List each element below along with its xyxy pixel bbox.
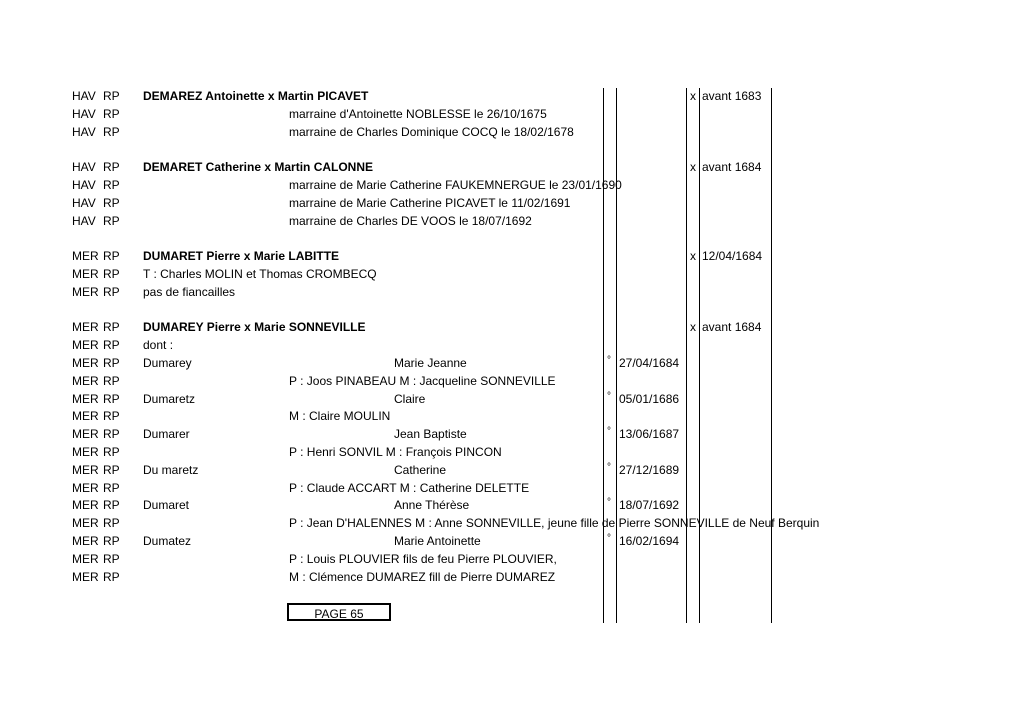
record-note: P : Jean D'HALENNES M : Anne SONNEVILLE, jeune fille de Pierre SONNEVILLE de Neuf Berquin	[289, 516, 820, 531]
register-code: RP	[103, 373, 120, 388]
table-row	[0, 551, 1024, 569]
location-code: MER	[72, 516, 99, 531]
register-code: RP	[103, 480, 120, 495]
register-code: RP	[103, 391, 120, 406]
table-row	[0, 480, 1024, 498]
table-row	[0, 106, 1024, 124]
location-code: HAV	[72, 89, 96, 103]
baptism-date: 18/07/1692	[619, 498, 680, 513]
marriage-mark: x	[690, 89, 696, 103]
record-note: P : Louis PLOUVIER fils de feu Pierre PLOUVIER,	[289, 551, 557, 566]
baptism-mark: °	[607, 354, 611, 366]
register-code: RP	[103, 462, 120, 477]
marriage-mark: x	[690, 160, 696, 175]
marriage-mark: x	[690, 249, 696, 264]
location-code: MER	[72, 533, 99, 548]
record-name: DUMARET Pierre x Marie LABITTE	[143, 249, 340, 264]
register-code: RP	[103, 551, 120, 566]
baptism-mark: °	[607, 532, 611, 544]
table-row	[0, 124, 1024, 142]
child-first-name: Anne Thérèse	[394, 498, 470, 513]
table-row	[0, 426, 1024, 444]
location-code: MER	[72, 498, 99, 513]
baptism-date: 16/02/1694	[619, 533, 680, 548]
child-first-name: Catherine	[394, 462, 447, 477]
location-code: HAV	[72, 177, 96, 192]
location-code: HAV	[72, 160, 96, 175]
location-code: MER	[72, 462, 99, 477]
table-row	[0, 391, 1024, 409]
table-row	[0, 355, 1024, 373]
register-code: RP	[103, 338, 120, 353]
marriage-date: 12/04/1684	[702, 249, 763, 264]
location-code: MER	[72, 249, 99, 264]
register-code: RP	[103, 516, 120, 531]
record-name: Du maretz	[143, 462, 199, 477]
table-row	[0, 302, 1024, 320]
register-code: RP	[103, 569, 120, 584]
marriage-date: avant 1684	[702, 160, 762, 175]
location-code: MER	[72, 391, 99, 406]
baptism-mark: °	[607, 497, 611, 509]
register-code: RP	[103, 195, 120, 210]
record-name: Dumatez	[143, 533, 192, 548]
baptism-mark: °	[607, 390, 611, 402]
table-row	[0, 515, 1024, 533]
baptism-date: 27/12/1689	[619, 462, 680, 477]
record-name: T : Charles MOLIN et Thomas CROMBECQ	[143, 266, 377, 281]
record-note: marraine de Charles Dominique COCQ le 18/02/1678	[289, 124, 574, 139]
record-name: pas de fiancailles	[143, 284, 236, 299]
baptism-mark: °	[607, 426, 611, 438]
register-code: RP	[103, 124, 120, 139]
location-code: MER	[72, 373, 99, 388]
record-name: Dumaret	[143, 498, 190, 513]
record-note: P : Henri SONVIL M : François PINCON	[289, 444, 502, 459]
marriage-date: avant 1683	[702, 89, 762, 103]
location-code: MER	[72, 284, 99, 299]
register-code: RP	[103, 498, 120, 513]
location-code: HAV	[72, 213, 96, 228]
table-row	[0, 284, 1024, 302]
marriage-mark: x	[690, 320, 696, 335]
location-code: HAV	[72, 124, 96, 139]
record-name: Dumaretz	[143, 391, 196, 406]
baptism-date: 05/01/1686	[619, 391, 680, 406]
register-code: RP	[103, 355, 120, 370]
table-row	[0, 141, 1024, 159]
record-note: P : Claude ACCART M : Catherine DELETTE	[289, 480, 530, 495]
table-row	[0, 444, 1024, 462]
register-code: RP	[103, 533, 120, 548]
register-code: RP	[103, 213, 120, 228]
register-code: RP	[103, 89, 120, 103]
location-code: MER	[72, 569, 99, 584]
register-code: RP	[103, 160, 120, 175]
location-code: MER	[72, 338, 99, 353]
table-row	[0, 373, 1024, 391]
record-note: P : Joos PINABEAU M : Jacqueline SONNEVILLE	[289, 373, 556, 388]
location-code: MER	[72, 409, 99, 424]
child-first-name: Marie Antoinette	[394, 533, 481, 548]
record-note: M : Claire MOULIN	[289, 409, 391, 424]
location-code: MER	[72, 355, 99, 370]
record-name: DEMAREZ Antoinette x Martin PICAVET	[143, 89, 369, 103]
table-row	[0, 248, 1024, 266]
location-code: MER	[72, 444, 99, 459]
page-number-box: PAGE 65	[287, 603, 391, 621]
marriage-date: avant 1684	[702, 320, 762, 335]
location-code: HAV	[72, 195, 96, 210]
table-row	[0, 266, 1024, 284]
record-name: Dumarer	[143, 427, 190, 442]
table-row	[0, 177, 1024, 195]
baptism-mark: °	[607, 461, 611, 473]
location-code: MER	[72, 427, 99, 442]
register-code: RP	[103, 320, 120, 335]
table-row	[0, 213, 1024, 231]
record-note: marraine de Marie Catherine PICAVET le 11/02/1691	[289, 195, 571, 210]
record-name: Dumarey	[143, 355, 192, 370]
table-row	[0, 88, 1024, 106]
table-row	[0, 195, 1024, 213]
table-row	[0, 159, 1024, 177]
record-name: DUMAREY Pierre x Marie SONNEVILLE	[143, 320, 366, 335]
register-code: RP	[103, 444, 120, 459]
location-code: MER	[72, 551, 99, 566]
baptism-date: 13/06/1687	[619, 427, 680, 442]
table-row	[0, 462, 1024, 480]
register-code: RP	[103, 427, 120, 442]
baptism-date: 27/04/1684	[619, 355, 680, 370]
record-name: DEMARET Catherine x Martin CALONNE	[143, 160, 374, 175]
record-note: marraine de Charles DE VOOS le 18/07/1692	[289, 213, 532, 228]
table-row	[0, 230, 1024, 248]
location-code: MER	[72, 266, 99, 281]
child-first-name: Jean Baptiste	[394, 427, 467, 442]
register-code: RP	[103, 266, 120, 281]
location-code: MER	[72, 480, 99, 495]
genealogy-table	[0, 88, 1024, 586]
record-note: M : Clémence DUMAREZ fill de Pierre DUMAREZ	[289, 569, 556, 584]
register-code: RP	[103, 177, 120, 192]
record-note: marraine de Marie Catherine FAUKEMNERGUE le 23/01/1690	[289, 177, 622, 192]
register-code: RP	[103, 106, 120, 121]
register-code: RP	[103, 409, 120, 424]
table-row	[0, 337, 1024, 355]
table-row	[0, 408, 1024, 426]
table-row	[0, 569, 1024, 587]
location-code: HAV	[72, 106, 96, 121]
register-code: RP	[103, 284, 120, 299]
record-name: dont :	[143, 338, 174, 353]
table-row	[0, 319, 1024, 337]
register-code: RP	[103, 249, 120, 264]
table-row	[0, 497, 1024, 515]
record-note: marraine d'Antoinette NOBLESSE le 26/10/1675	[289, 106, 547, 121]
child-first-name: Claire	[394, 391, 426, 406]
child-first-name: Marie Jeanne	[394, 355, 467, 370]
table-row	[0, 533, 1024, 551]
location-code: MER	[72, 320, 99, 335]
